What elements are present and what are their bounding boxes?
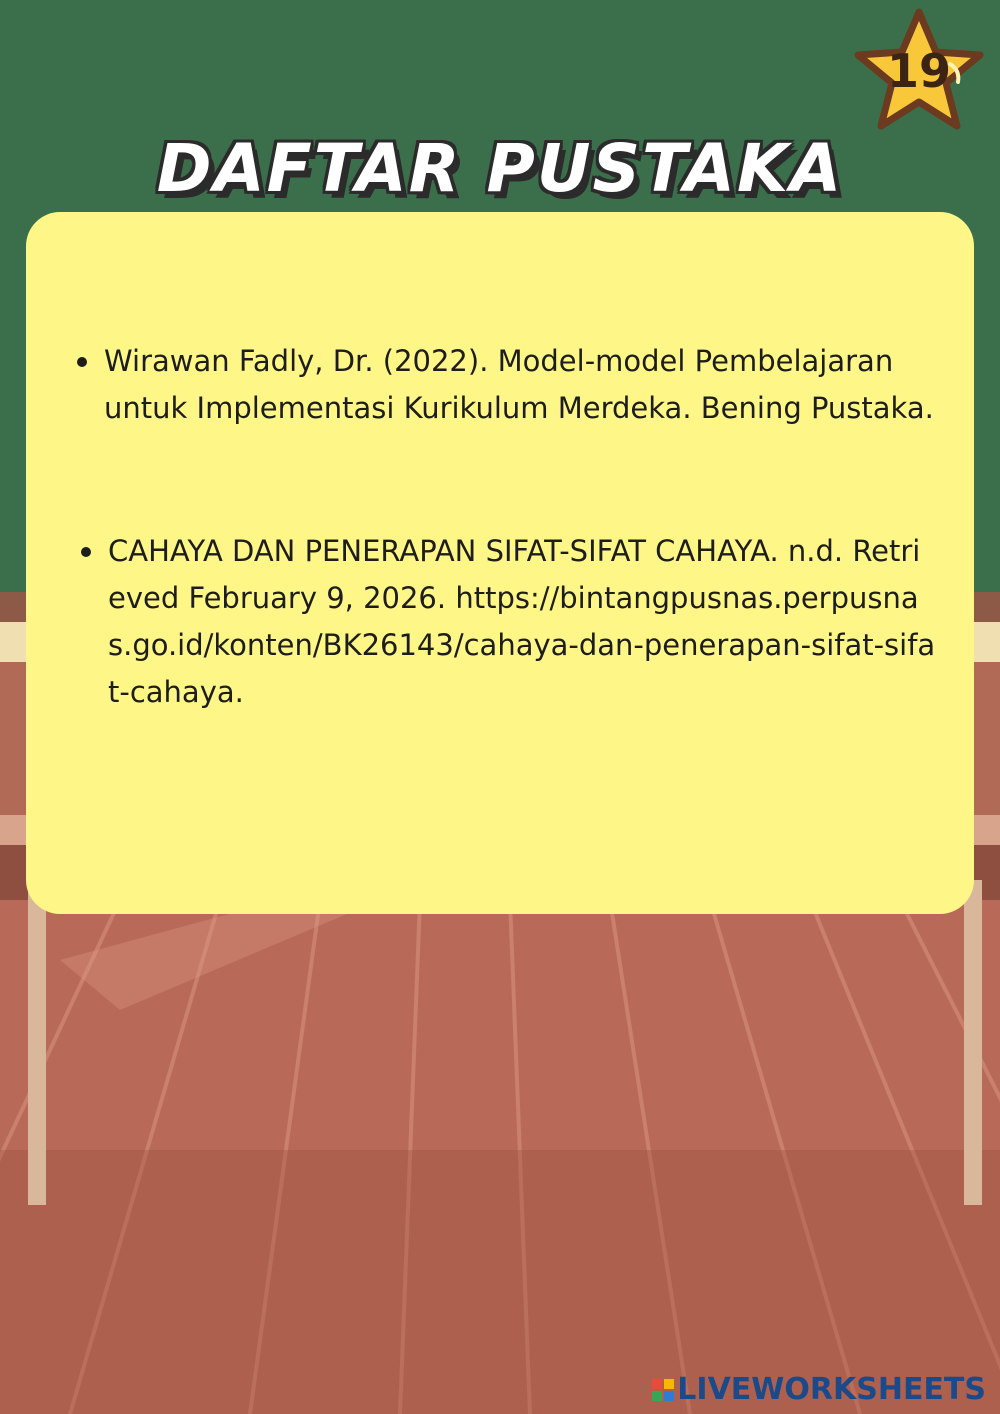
desk-leg-right: [964, 880, 982, 1205]
reference-item: [108, 528, 938, 716]
liveworksheets-icon: [652, 1379, 674, 1401]
page-number: 19: [886, 44, 951, 98]
desk-leg-left: [28, 880, 46, 1205]
page-title: DAFTAR PUSTAKA: [156, 130, 844, 207]
bullet-icon: [81, 547, 91, 557]
bullet-icon: [77, 357, 87, 367]
reference-text: CAHAYA DAN PENERAPAN SIFAT-SIFAT CAHAYA. n.d. Retrieved February 9, 2026. https://bintangpusnas.perpusnas.go.id/konten/BK26143/cahaya-dan-penerapan-sifat-sifat-cahaya.: [108, 534, 936, 709]
references-card: [26, 212, 974, 914]
reference-item: [104, 338, 964, 432]
liveworksheets-logo: [652, 1372, 986, 1407]
brand-name: LIVEWORKSHEETS: [677, 1372, 986, 1407]
reference-text: Wirawan Fadly, Dr. (2022). Model-model Pembelajaran untuk Implementasi Kurikulum Merdeka. Bening Pustaka.: [104, 344, 934, 425]
